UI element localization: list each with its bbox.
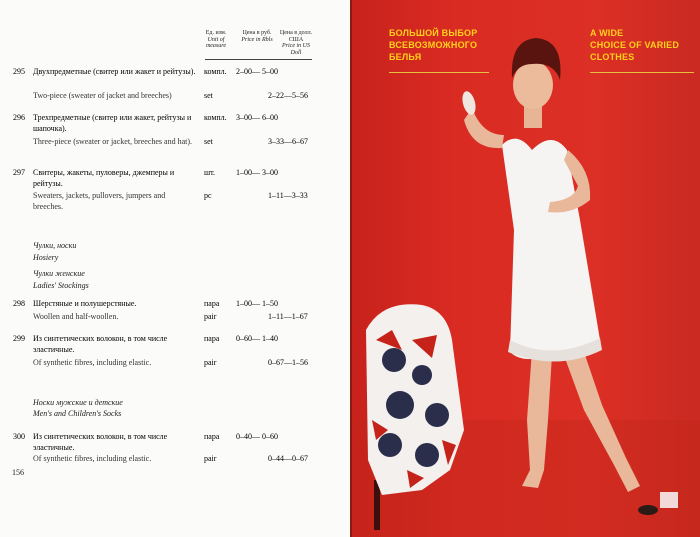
section-title-en: Hosiery — [33, 253, 59, 262]
item-unit-en: set — [204, 91, 213, 100]
item-unit-ru: шт. — [204, 168, 216, 177]
page-number: 156 — [12, 468, 24, 477]
item-description-en: Of synthetic fibres, including elastic. — [33, 454, 152, 463]
item-price-usd: 0–67—1–56 — [268, 358, 308, 367]
item-number: 296 — [13, 113, 25, 122]
item-description-en: Sweaters, jackets, pullovers, jumpers and breeches. — [33, 191, 166, 211]
item-unit-ru: пара — [204, 432, 220, 441]
photo-page-right — [352, 0, 700, 537]
item-number: 298 — [13, 299, 25, 308]
item-price-rub: 0–40— 0–60 — [236, 432, 278, 441]
section-title-ru: Чулки, носки — [33, 241, 77, 250]
col-header-unit: Ед. изм. Unit of measure — [205, 30, 227, 49]
box — [660, 492, 678, 508]
item-price-usd: 1–11—3–33 — [268, 191, 308, 200]
item-description-ru: Из синтетических волокон, в том числе эластичные. — [33, 432, 168, 452]
item-price-rub: 2–00— 5–00 — [236, 67, 278, 76]
item-price-rub: 0–60— 1–40 — [236, 334, 278, 343]
item-unit-en: pc — [204, 191, 212, 200]
item-price-usd: 1–11—1–67 — [268, 312, 308, 321]
item-description-ru: Свитеры, жакеты, пуловеры, джемперы и рейтузы. — [33, 168, 175, 188]
item-unit-en: pair — [204, 358, 217, 367]
item-price-usd: 2–22—5–56 — [268, 91, 308, 100]
item-description-en: Three-piece (sweater or jacket, breeches and hat). — [33, 137, 193, 146]
col-header-usd: Цена в долл. США Price in US Doll — [279, 30, 313, 56]
item-description-en: Of synthetic fibres, including elastic. — [33, 358, 152, 367]
item-price-rub: 3–00— 6–00 — [236, 113, 278, 122]
item-price-rub: 1–00— 1–50 — [236, 299, 278, 308]
item-description-en: Two-piece (sweater of jacket and breeches) — [33, 91, 172, 100]
subsection-title-en: Ladies' Stockings — [33, 281, 89, 290]
item-description-en: Woollen and half-woollen. — [33, 312, 119, 321]
item-unit-en: pair — [204, 312, 217, 321]
item-number: 297 — [13, 168, 25, 177]
item-number: 295 — [13, 67, 25, 76]
item-description-ru: Из синтетических волокон, в том числе эластичные. — [33, 334, 168, 354]
subsection-title-ru: Чулки женские — [33, 269, 85, 278]
item-price-usd: 0–44—0–67 — [268, 454, 308, 463]
section-title-ru: Носки мужские и детские — [33, 398, 123, 407]
item-unit-ru: пара — [204, 334, 220, 343]
item-description-ru: Шерстяные и полушерстяные. — [33, 299, 137, 308]
model-photo-illustration — [352, 0, 700, 537]
promo-text-ru: БОЛЬШОЙ ВЫБОР ВСЕВОЗМОЖНОГО БЕЛЬЯ — [389, 28, 478, 62]
item-number: 300 — [13, 432, 25, 441]
item-number: 299 — [13, 334, 25, 343]
item-unit-en: pair — [204, 454, 217, 463]
item-description-ru: Двухпредметные (свитер или жакет и рейтузы). — [33, 67, 196, 76]
item-unit-ru: компл. — [204, 113, 227, 122]
promo-text-en: A WIDE CHOICE OF VARIED CLOTHES — [590, 28, 680, 62]
item-unit-ru: пара — [204, 299, 220, 308]
item-price-rub: 1–00— 3–00 — [236, 168, 278, 177]
header-rule — [205, 59, 312, 60]
item-unit-en: set — [204, 137, 213, 146]
item-description-ru: Трехпредметные (свитер или жакет, рейтузы и шапочка). — [33, 113, 192, 133]
item-price-usd: 3–33—6–67 — [268, 137, 308, 146]
section-title-en: Men's and Children's Socks — [33, 409, 122, 418]
item-unit-ru: компл. — [204, 67, 227, 76]
col-header-rub: Цена в руб. Price in Rbls — [241, 30, 273, 43]
